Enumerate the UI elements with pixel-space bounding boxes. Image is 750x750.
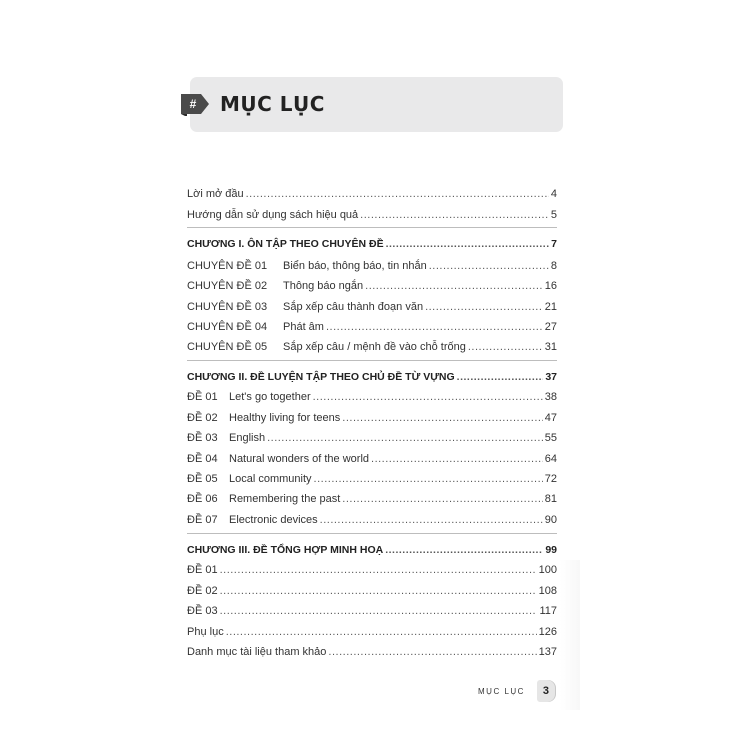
toc-entry[interactable] xyxy=(187,640,557,658)
toc-entry-label: Natural wonders of the world xyxy=(229,453,370,465)
toc-entry[interactable] xyxy=(187,254,557,272)
dot-leader xyxy=(360,209,549,221)
topic-code: CHUYÊN ĐỀ 02 xyxy=(187,280,268,292)
toc-entry[interactable] xyxy=(187,203,557,221)
dot-leader xyxy=(313,391,543,403)
topic-code: CHUYÊN ĐỀ 04 xyxy=(187,321,268,333)
toc-entry[interactable] xyxy=(187,558,557,576)
chapter-title: CHƯƠNG II. ĐỀ LUYỆN TẬP THEO CHỦ ĐỀ TỪ VỰNG xyxy=(187,371,455,383)
toc-entry[interactable] xyxy=(187,426,557,444)
toc-page-number: 5 xyxy=(550,209,557,221)
toc-entry-label: Hướng dẫn sử dụng sách hiệu quả xyxy=(187,209,359,221)
dot-leader xyxy=(320,514,543,526)
dot-leader xyxy=(342,493,542,505)
dot-leader xyxy=(326,321,543,333)
toc-page-number: 108 xyxy=(538,585,557,597)
dot-leader xyxy=(386,238,550,250)
test-code: ĐỀ 02 xyxy=(187,412,218,424)
toc-entry[interactable] xyxy=(187,406,557,424)
toc-entry[interactable] xyxy=(187,447,557,465)
toc-entry-label: ĐỀ 01 xyxy=(187,564,218,576)
dot-leader xyxy=(246,188,549,200)
toc-entry[interactable] xyxy=(187,508,557,526)
toc-entry[interactable] xyxy=(187,315,557,333)
toc-page-number: 100 xyxy=(538,564,557,576)
toc-page-number: 117 xyxy=(539,605,557,617)
toc-entry[interactable] xyxy=(187,385,557,403)
toc-page-number: 137 xyxy=(538,646,557,658)
toc-entry-label: Lời mở đầu xyxy=(187,188,244,200)
toc-page-number: 27 xyxy=(544,321,557,333)
toc-page-number: 81 xyxy=(544,493,557,505)
topic-code: CHUYÊN ĐỀ 01 xyxy=(187,260,268,272)
page-edge-shadow xyxy=(560,560,580,710)
page-number-badge: 3 xyxy=(537,680,555,702)
chapter-heading[interactable] xyxy=(187,232,557,250)
toc-entry[interactable] xyxy=(187,487,557,505)
toc-entry-label: Sắp xếp câu / mệnh đề vào chỗ trống xyxy=(283,341,466,353)
dot-leader xyxy=(314,473,543,485)
toc-entry-label: Phát âm xyxy=(283,321,324,333)
test-code: ĐỀ 05 xyxy=(187,473,218,485)
test-code: ĐỀ 04 xyxy=(187,453,218,465)
test-code: ĐỀ 07 xyxy=(187,514,218,526)
toc-page-number: 8 xyxy=(550,260,557,272)
toc-page-number: 37 xyxy=(545,371,557,383)
dot-leader xyxy=(457,371,544,383)
toc-entry[interactable] xyxy=(187,620,557,638)
toc-entry-label: Healthy living for teens xyxy=(229,412,341,424)
dot-leader xyxy=(371,453,543,465)
dot-leader xyxy=(468,341,543,353)
footer-section-label: MỤC LỤC xyxy=(478,686,525,696)
toc-page-number: 16 xyxy=(544,280,557,292)
toc-entry-label: Phụ lục xyxy=(187,626,224,638)
test-code: ĐỀ 01 xyxy=(187,391,218,403)
toc-entry[interactable] xyxy=(187,467,557,485)
toc-entry-label: Thông báo ngắn xyxy=(283,280,364,292)
toc-entry[interactable] xyxy=(187,599,557,617)
toc-page-number: 38 xyxy=(544,391,557,403)
toc-page-number: 126 xyxy=(538,626,557,638)
chapter-heading[interactable] xyxy=(187,538,557,556)
dot-leader xyxy=(220,585,537,597)
page-footer xyxy=(478,680,555,702)
toc-entry[interactable] xyxy=(187,579,557,597)
toc-entry-label: ĐỀ 02 xyxy=(187,585,218,597)
toc-entry[interactable] xyxy=(187,295,557,313)
toc-page-number: 47 xyxy=(544,412,557,424)
toc-entry[interactable] xyxy=(187,182,557,200)
topic-code: CHUYÊN ĐỀ 03 xyxy=(187,301,268,313)
toc-entry[interactable] xyxy=(187,335,557,353)
toc-page-number: 4 xyxy=(550,188,557,200)
toc-entry-label: English xyxy=(229,432,266,444)
dot-leader xyxy=(429,260,549,272)
chapter-title: CHƯƠNG III. ĐỀ TỔNG HỢP MINH HOẠ xyxy=(187,544,384,556)
toc-page-number: 99 xyxy=(545,544,557,556)
toc-entry-label: Sắp xếp câu thành đoạn văn xyxy=(283,301,424,313)
toc-entry-label: Remembering the past xyxy=(229,493,341,505)
toc-entry-label: Danh mục tài liệu tham khảo xyxy=(187,646,327,658)
section-divider xyxy=(187,227,557,228)
section-divider xyxy=(187,533,557,534)
test-code: ĐỀ 03 xyxy=(187,432,218,444)
toc-entry-label: Biển báo, thông báo, tin nhắn xyxy=(283,260,427,272)
chapter-title: CHƯƠNG I. ÔN TẬP THEO CHUYÊN ĐỀ xyxy=(187,238,384,250)
toc-entry-label: Local community xyxy=(229,473,312,485)
toc-page-number: 90 xyxy=(544,514,557,526)
test-code: ĐỀ 06 xyxy=(187,493,218,505)
toc-page-number: 21 xyxy=(544,301,557,313)
dot-leader xyxy=(425,301,543,313)
dot-leader xyxy=(220,605,538,617)
toc-page-number: 31 xyxy=(544,341,557,353)
toc-entry-label: Let's go together xyxy=(229,391,311,403)
toc-page-number: 64 xyxy=(544,453,557,465)
dot-leader xyxy=(328,646,536,658)
dot-leader xyxy=(267,432,543,444)
toc-page-number: 72 xyxy=(544,473,557,485)
chapter-heading[interactable] xyxy=(187,365,557,383)
dot-leader xyxy=(220,564,537,576)
topic-code: CHUYÊN ĐỀ 05 xyxy=(187,341,268,353)
section-divider xyxy=(187,360,557,361)
dot-leader xyxy=(226,626,537,638)
dot-leader xyxy=(385,544,543,556)
page-title: MỤC LỤC xyxy=(220,92,325,116)
toc-entry[interactable] xyxy=(187,274,557,292)
toc-page-number: 55 xyxy=(544,432,557,444)
toc-entry-label: ĐỀ 03 xyxy=(187,605,218,617)
dot-leader xyxy=(365,280,543,292)
hash-tag-label: # xyxy=(189,97,197,111)
dot-leader xyxy=(342,412,542,424)
toc-page-number: 7 xyxy=(551,238,557,250)
toc-entry-label: Electronic devices xyxy=(229,514,318,526)
